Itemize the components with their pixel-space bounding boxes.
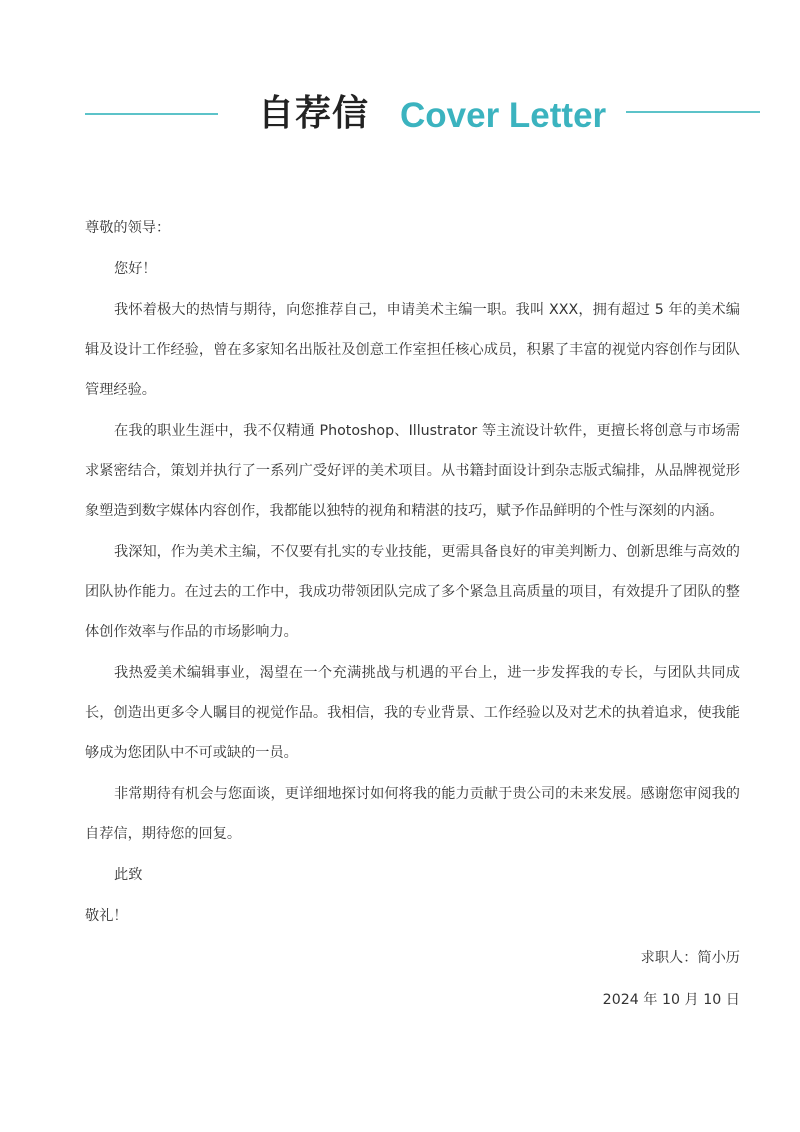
closing-phrase: 此致 (114, 867, 143, 883)
salutation: 尊敬的领导： (85, 220, 171, 236)
title-chinese: 自荐信 (258, 93, 370, 134)
paragraph-leadership: 我深知，作为美术主编，不仅要有扎实的专业技能，更需具备良好的审美判断力、创新思维与高效的团队协作能力。在过去的工作中，我成功带领团队完成了多个紧急且高质量的项目，有效提升了团队的整体创作效率与作品的市场影响力。 (85, 544, 740, 640)
letter-header (0, 88, 800, 140)
paragraph-motivation: 我热爱美术编辑事业，渴望在一个充满挑战与机遇的平台上，进一步发挥我的专长，与团队共同成长，创造出更多令人瞩目的视觉作品。我相信，我的专业背景、工作经验以及对艺术的执着追求，使我能够成为您团队中不可或缺的一员。 (85, 665, 740, 761)
greeting: 您好！ (114, 261, 157, 277)
title-english: Cover Letter (400, 96, 607, 135)
letter-date: 2024 年 10 月 10 日 (602, 992, 740, 1008)
paragraph-intro: 我怀着极大的热情与期待，向您推荐自己，申请美术主编一职。我叫 XXX，拥有超过 5 年的美术编辑及设计工作经验，曾在多家知名出版社及创意工作室担任核心成员，积累了丰富的视觉内容创作与团队管理经验。 (85, 302, 740, 398)
closing-salute: 敬礼！ (85, 908, 128, 924)
signature: 求职人：简小历 (640, 950, 740, 966)
header-rule-right (626, 111, 760, 113)
header-rule-left (85, 113, 218, 115)
letter-body (85, 208, 740, 1021)
paragraph-closing: 非常期待有机会与您面谈，更详细地探讨如何将我的能力贡献于贵公司的未来发展。感谢您审阅我的自荐信，期待您的回复。 (85, 786, 740, 842)
paragraph-skills: 在我的职业生涯中，我不仅精通 Photoshop、Illustrator 等主流设计软件，更擅长将创意与市场需求紧密结合，策划并执行了一系列广受好评的美术项目。从书籍封面设计到杂志版式编排，从品牌视觉形象塑造到数字媒体内容创作，我都能以独特的视角和精湛的技巧，赋予作品鲜明的个性与深刻的内涵。 (85, 423, 740, 519)
